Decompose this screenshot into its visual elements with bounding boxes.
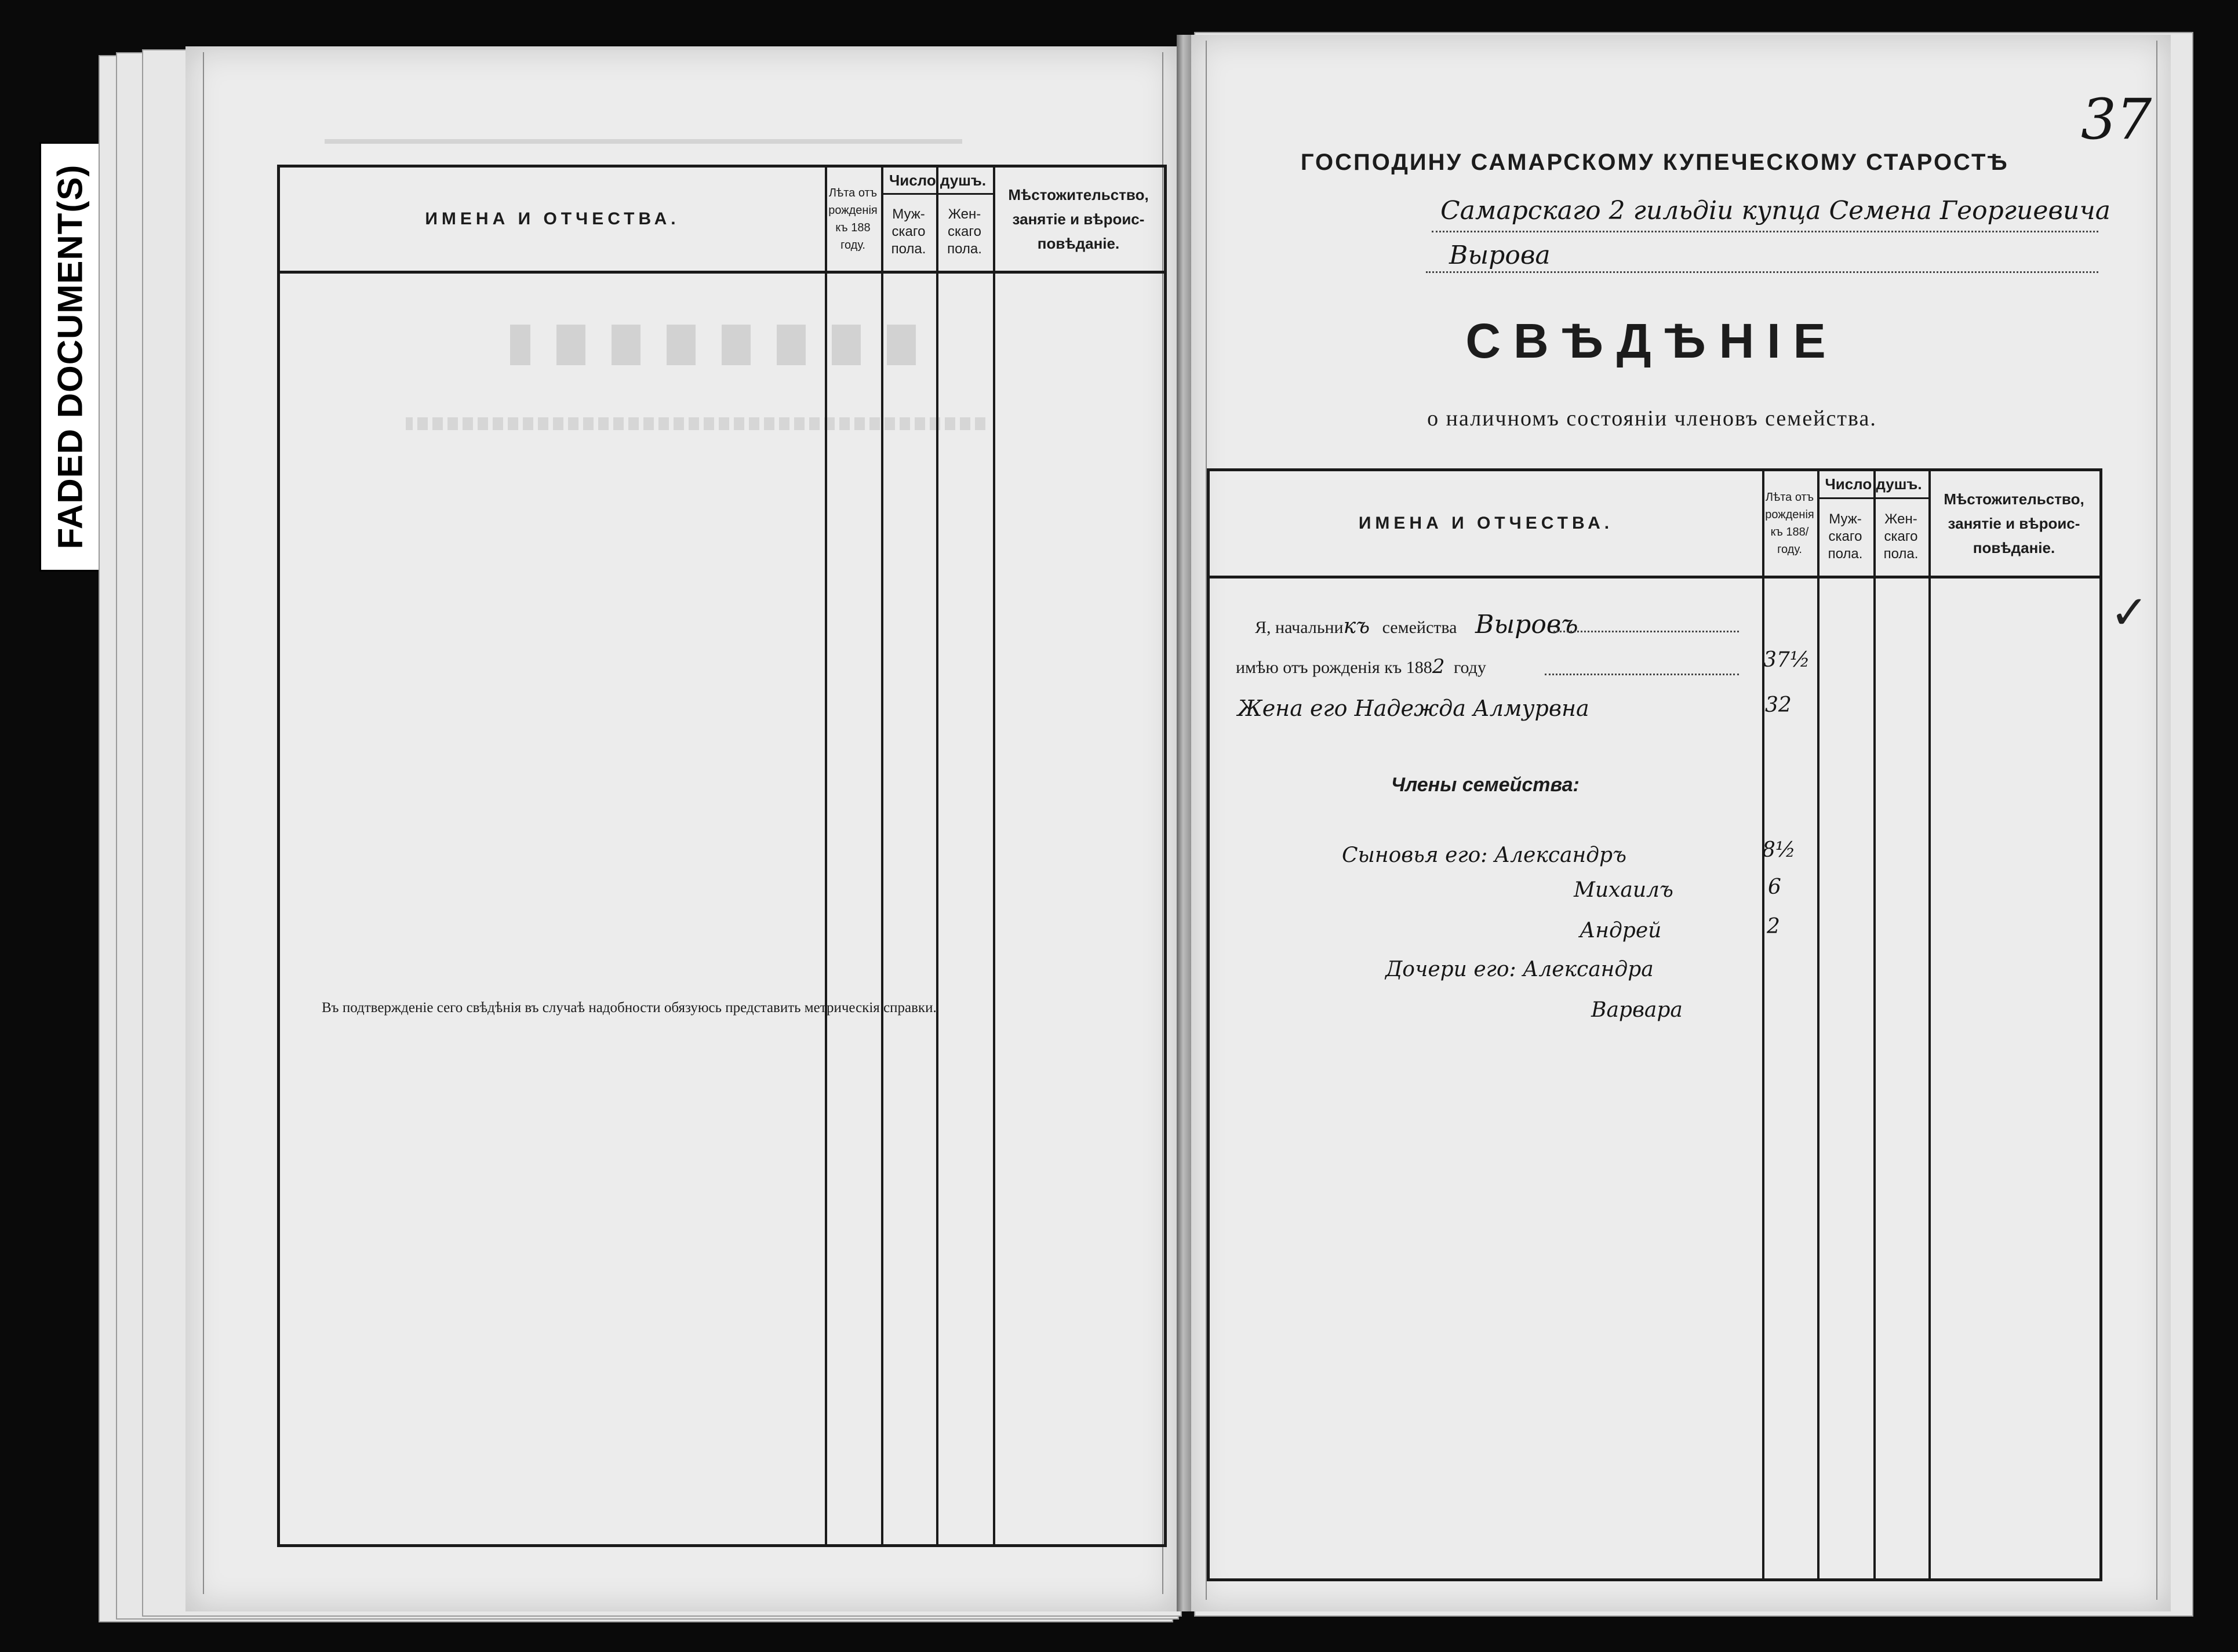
header-age-line: къ 188/: [1770, 526, 1809, 538]
document-title: СВѢДѢНІЕ: [1465, 314, 1839, 368]
sons-line: Сыновья его: Александръ: [1342, 843, 1627, 867]
head-surname-handwritten: Выровъ: [1475, 610, 1578, 639]
header-age-line: году.: [1777, 543, 1802, 556]
header-male-line: скаго: [1828, 528, 1862, 544]
page-frame-line: [203, 52, 204, 1594]
header-names: ИМЕНА И ОТЧЕСТВА.: [1358, 514, 1614, 533]
header-age-line: рожденія: [1765, 508, 1814, 521]
birth-year-handwritten: 2: [1432, 655, 1445, 678]
header-female: [936, 193, 993, 271]
head-middle: семейства: [1382, 618, 1457, 637]
header-residence-line: Мѣстожительство,: [1944, 490, 2084, 508]
header-female-line: пола.: [947, 241, 982, 257]
merchant-line-1: Самарскаго 2 гильдіи купца Семена Георгиевича: [1440, 196, 2110, 225]
wife-age: 32: [1765, 693, 1792, 717]
family-members-title: Члены семейства:: [1391, 774, 1580, 796]
header-residence: [1928, 471, 2099, 576]
check-mark-icon: ✓: [2110, 588, 2149, 639]
header-male-line: пола.: [891, 241, 926, 257]
header-age-line: къ 188: [835, 221, 871, 234]
header-female-line: Жен-: [1884, 511, 1917, 527]
document-subtitle: о наличномъ состояніи членовъ семейства.: [1427, 406, 1877, 431]
head-suffix-handwritten: къ: [1343, 614, 1370, 638]
header-male: [881, 193, 936, 271]
header-age-line: Лѣта отъ: [828, 187, 878, 199]
addressee-heading: ГОСПОДИНУ САМАРСКОМУ КУПЕЧЕСКОМУ СТАРОСТѢ: [1300, 150, 2010, 175]
book-gutter: [1177, 35, 1193, 1611]
son-line: Михаилъ: [1574, 878, 1673, 902]
left-family-table: [277, 165, 1167, 1547]
entry-dotted-line: [1545, 674, 1739, 675]
son-line: Андрей: [1580, 919, 1662, 943]
header-male-line: Муж-: [1829, 511, 1862, 527]
daughter-line: Варвара: [1591, 998, 1683, 1022]
header-souls: Число душъ.: [1825, 475, 1922, 493]
header-male: [1817, 497, 1873, 576]
birth-line: [1236, 655, 1486, 678]
sons-age: 8½: [1762, 838, 1796, 862]
header-names: ИМЕНА И ОТЧЕСТВА.: [425, 209, 680, 228]
header-male-line: пола.: [1828, 545, 1863, 562]
header-residence-line: занятіе и вѣроис-: [1012, 210, 1145, 228]
header-female-line: скаго: [1884, 528, 1918, 544]
birth-prefix: имѣю отъ рожденія къ 188: [1236, 658, 1432, 677]
header-residence-line: повѣданіе.: [1037, 235, 1120, 252]
header-age: [1762, 471, 1817, 576]
birth-suffix: году: [1453, 658, 1486, 677]
header-female-line: пола.: [1883, 545, 1919, 562]
bleed-through-text: [325, 139, 962, 167]
merchant-dotted-line: [1426, 271, 2098, 273]
head-age: 37½: [1763, 648, 1810, 672]
header-residence-line: повѣданіе.: [1973, 539, 2055, 556]
son-age: 6: [1768, 875, 1781, 899]
header-female: [1873, 497, 1928, 576]
header-male-line: скаго: [891, 224, 926, 239]
entry-dotted-line: [1553, 631, 1739, 632]
page-frame-line: [2156, 41, 2157, 1600]
daughters-line: Дочери его: Александра: [1385, 958, 1654, 981]
header-age-line: рожденія: [828, 204, 878, 217]
header-female-line: скаго: [948, 224, 981, 239]
header-residence: [993, 168, 1164, 271]
header-age: [825, 168, 881, 271]
faded-documents-label: [39, 142, 101, 572]
header-age-line: году.: [840, 239, 865, 252]
header-souls: Число душъ.: [889, 171, 987, 189]
head-of-family-line: [1255, 610, 1578, 639]
header-female-line: Жен-: [948, 206, 981, 222]
header-residence-line: занятіе и вѣроис-: [1948, 515, 2080, 532]
header-age-line: Лѣта отъ: [1765, 491, 1814, 504]
faded-documents-text: FADED DOCUMENT(S): [50, 164, 90, 550]
son-age: 2: [1767, 915, 1780, 938]
merchant-line-2: Вырова: [1449, 241, 1551, 270]
head-prefix: Я, начальни: [1255, 618, 1344, 637]
header-male-line: Муж-: [892, 206, 925, 222]
page-number: 37: [2081, 87, 2152, 152]
wife-line: Жена его Надежда Алмурвна: [1238, 696, 1589, 721]
merchant-dotted-line: [1432, 231, 2098, 232]
confirmation-note: Въ подтвержденіе сего свѣдѣнія въ случаѣ надобности обязуюсь представить метрическія справки.: [322, 1000, 937, 1016]
header-residence-line: Мѣстожительство,: [1008, 186, 1149, 203]
